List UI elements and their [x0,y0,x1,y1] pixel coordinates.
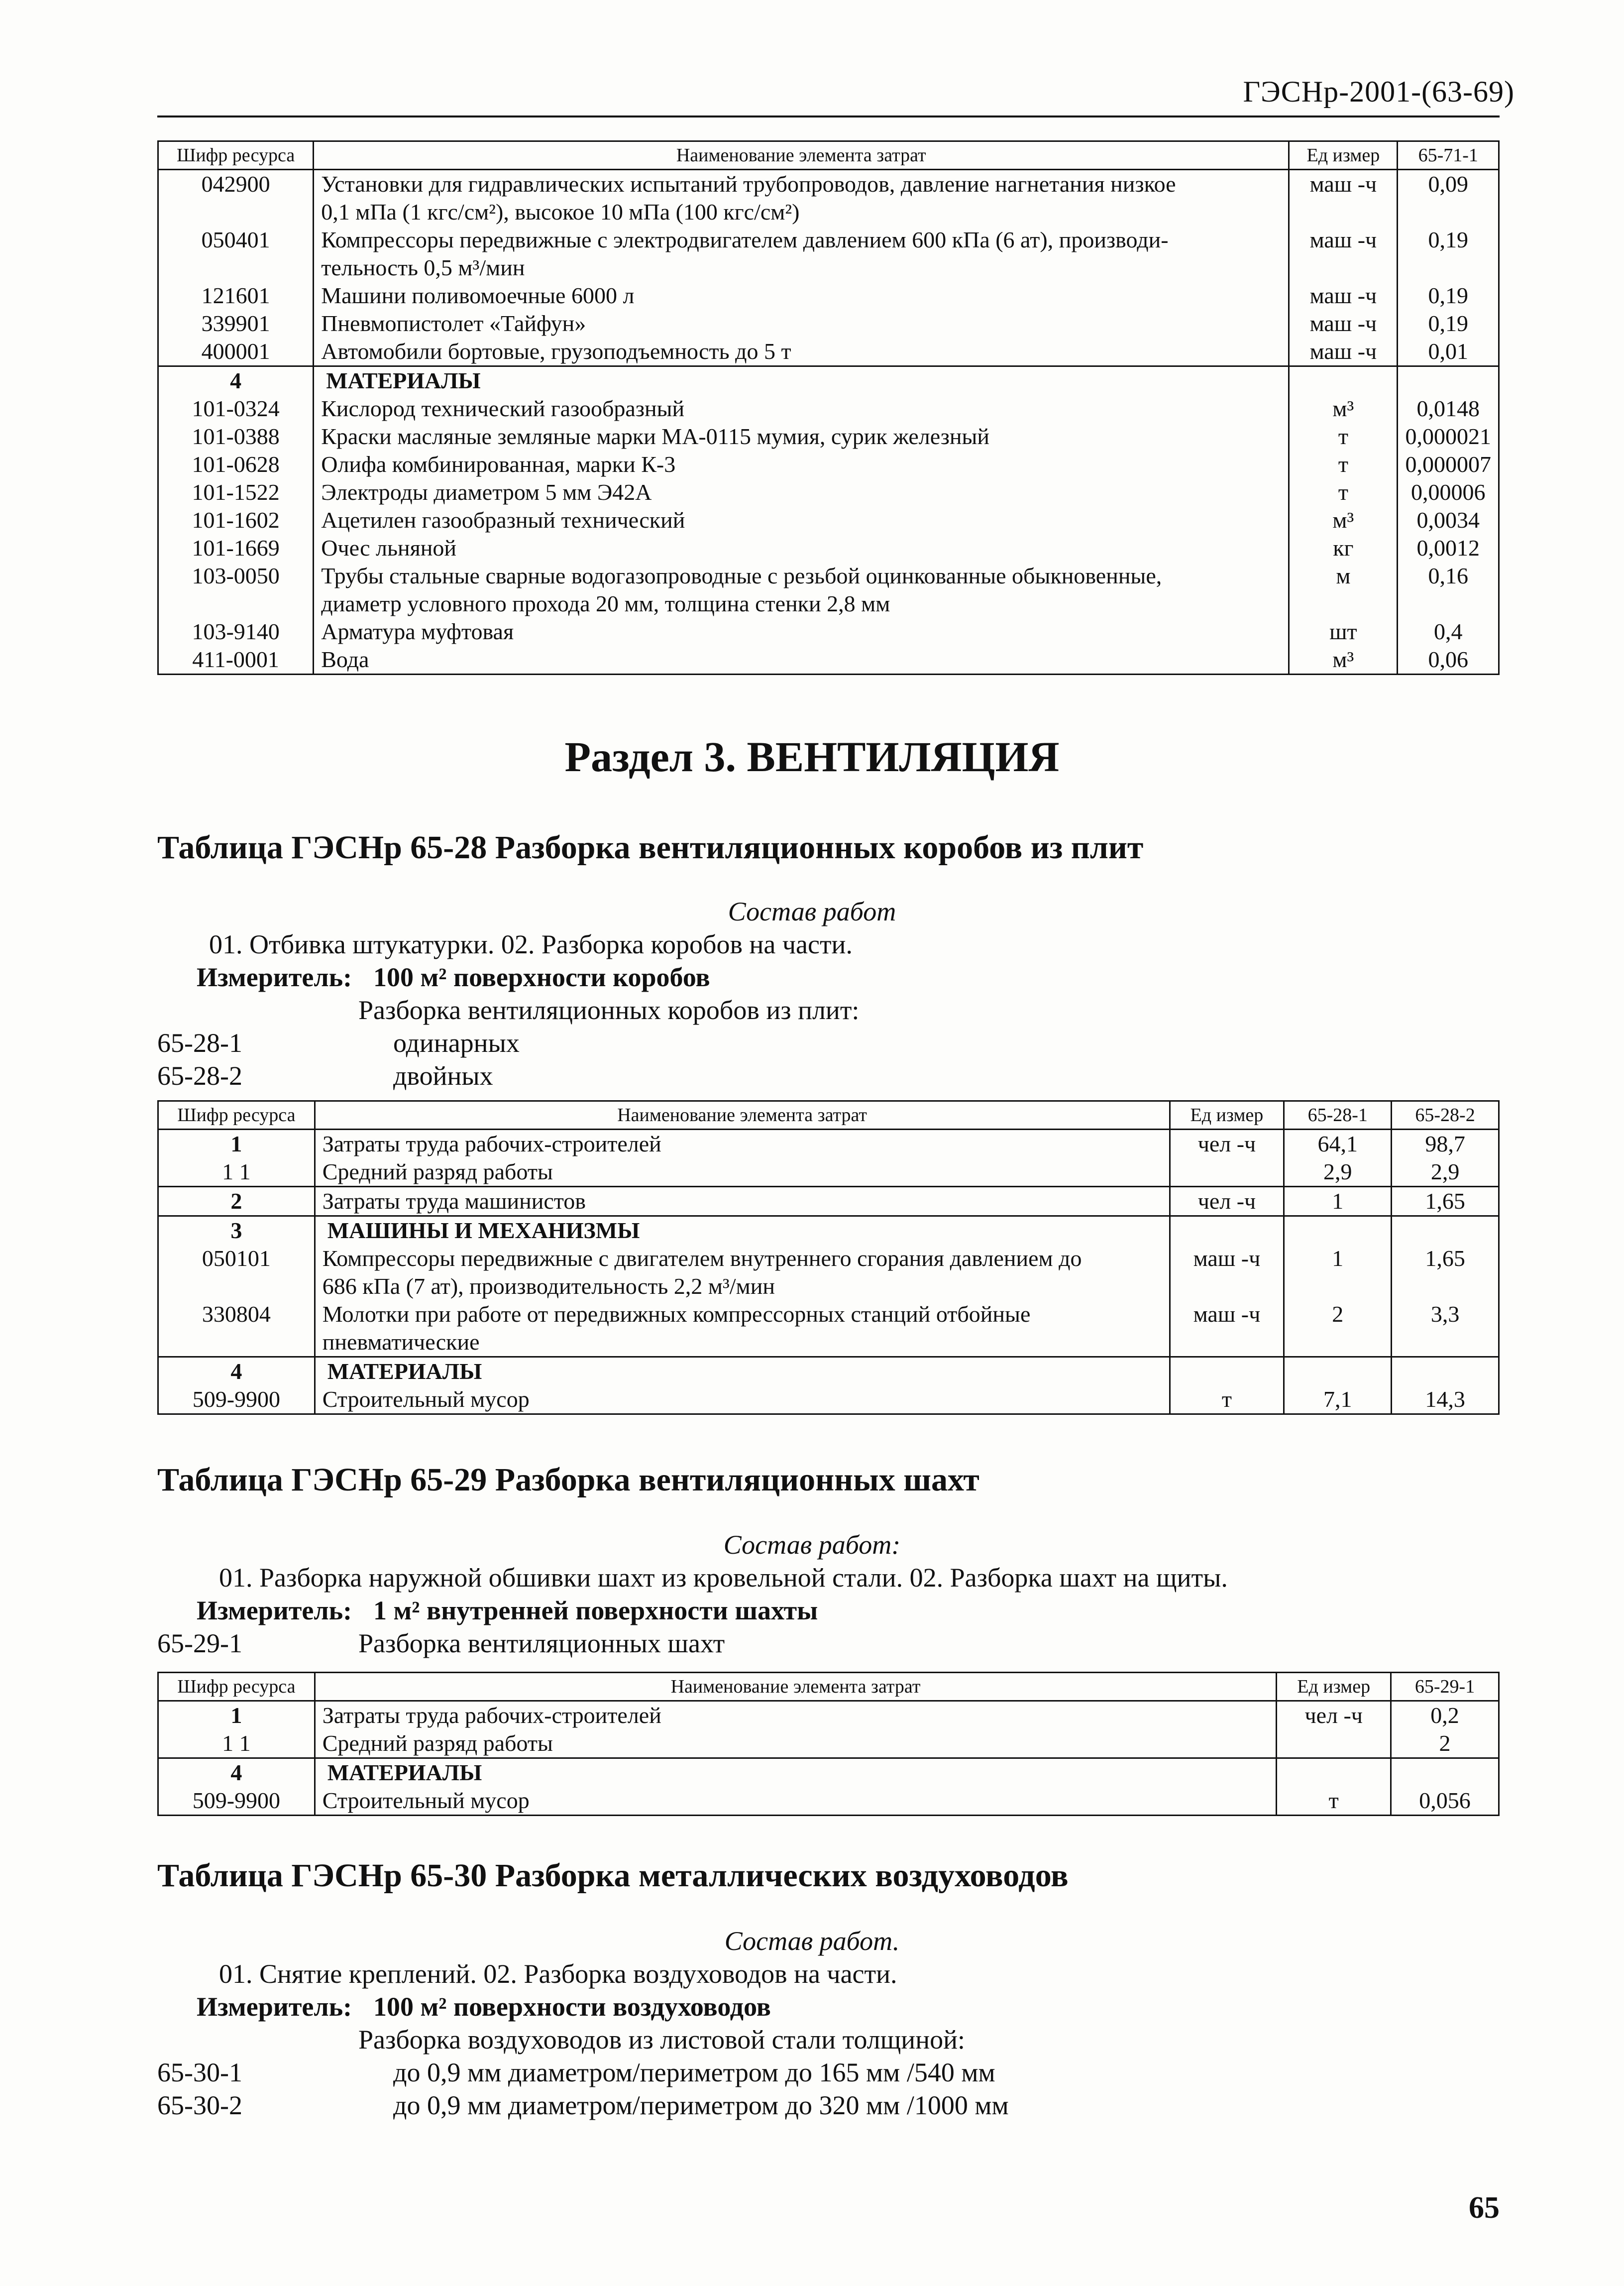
resource-table-65-28 [157,1100,1500,1415]
resource-value: 1,65 [1392,1245,1499,1300]
table-title-65-30: Таблица ГЭСНр 65-30 Разборка металлических воздуховодов [157,1857,1069,1894]
resource-unit: маш -ч [1289,310,1398,338]
resource-name: Ацетилен газообразный технический [314,506,1289,534]
column-header-norm: 65-71-1 [1398,141,1499,170]
resource-value: 3,3 [1392,1300,1499,1357]
resource-code: 2 [158,1187,315,1216]
resource-unit: кг [1289,534,1398,562]
table-row [158,423,1499,451]
empty-cell [1391,1758,1499,1787]
table-row [158,1787,1499,1816]
resource-code: 121601 [158,282,314,310]
resource-code: 050101 [158,1245,315,1300]
resource-value: 7,1 [1284,1385,1392,1414]
resource-value: 0,0148 [1398,395,1499,423]
resource-table-65-71 [157,140,1500,675]
resource-name-line: Компрессоры передвижные с электродвигателем давлением 600 кПа (6 ат), производи- [321,227,1169,252]
work-composition-text: 01. Отбивка штукатурки. 02. Разборка коробов на части. [209,929,853,959]
section-title: Раздел 3. ВЕНТИЛЯЦИЯ [564,733,1060,781]
resource-name-line: Трубы стальные сварные водогазопроводные с резьбой оцинкованные обыкновенные, [321,563,1162,588]
work-composition-caption: Состав работ [728,897,896,926]
variants-intro: Разборка вентиляционных коробов из плит: [358,995,860,1025]
resource-name: Вода [314,646,1289,675]
resource-unit: т [1170,1385,1284,1414]
group-title: МАТЕРИАЛЫ [315,1758,1277,1787]
resource-value: 0,19 [1398,310,1499,338]
resource-code: 330804 [158,1300,315,1357]
resource-value: 0,000007 [1398,451,1499,478]
empty-cell [1277,1758,1391,1787]
resource-value: 14,3 [1392,1385,1499,1414]
resource-unit: маш -ч [1289,170,1398,227]
resource-code: 1 1 [158,1158,315,1187]
variant-text: Разборка вентиляционных шахт [358,1628,725,1658]
resource-unit: маш -ч [1170,1300,1284,1357]
resource-unit: чел -ч [1170,1130,1284,1158]
resource-value: 1,65 [1392,1187,1499,1216]
group-number: 4 [158,1758,315,1787]
empty-cell [1170,1357,1284,1386]
table-header-row [158,141,1499,170]
group-title: МАТЕРИАЛЫ [315,1357,1170,1386]
resource-name-line: Молотки при работе от передвижных компрессорных станций отбойные [322,1301,1031,1327]
header-rule [157,115,1500,117]
resource-unit: маш -ч [1289,226,1398,282]
group-title: МАТЕРИАЛЫ [314,366,1289,395]
resource-code: 042900 [158,170,314,227]
column-header-name: Наименование элемента затрат [314,141,1289,170]
table-row [158,1245,1499,1300]
table-row [158,451,1499,478]
resource-value: 1 [1284,1187,1392,1216]
resource-value: 0,4 [1398,618,1499,646]
resource-code: 400001 [158,338,314,366]
table-row [158,1729,1499,1758]
resource-code: 101-0388 [158,423,314,451]
table-row [158,1701,1499,1730]
resource-name: Арматура муфтовая [314,618,1289,646]
table-header-row [158,1101,1499,1130]
resource-value: 0,2 [1391,1701,1499,1730]
resource-name: Средний разряд работы [315,1729,1277,1758]
table-title-65-29: Таблица ГЭСНр 65-29 Разборка вентиляционных шахт [157,1462,979,1498]
work-composition-text: 01. Разборка наружной обшивки шахт из кровельной стали. 02. Разборка шахт на щиты. [219,1563,1228,1593]
resource-unit [1170,1158,1284,1187]
variant-code: 65-28-2 [157,1061,242,1091]
table-row [158,1158,1499,1187]
resource-value: 0,06 [1398,646,1499,675]
column-header-name: Наименование элемента затрат [315,1673,1277,1701]
resource-value: 0,056 [1391,1787,1499,1816]
variant-text: до 0,9 мм диаметром/периметром до 320 мм /1000 мм [393,2090,1009,2120]
variant-code: 65-29-1 [157,1628,242,1658]
table-row [158,170,1499,227]
resource-name [315,1300,1170,1357]
resource-name: Затраты труда рабочих-строителей [315,1701,1277,1730]
resource-name-line: 686 кПа (7 ат), производительность 2,2 м³/мин [322,1273,775,1299]
resource-unit: маш -ч [1289,282,1398,310]
group-title: МАШИНЫ И МЕХАНИЗМЫ [315,1216,1170,1245]
group-row-materials [158,1758,1499,1787]
resource-code: 103-9140 [158,618,314,646]
resource-value: 0,000021 [1398,423,1499,451]
resource-code: 103-0050 [158,562,314,618]
column-header-norm: 65-28-1 [1284,1101,1392,1130]
resource-unit: т [1289,478,1398,506]
variant-code: 65-30-1 [157,2057,242,2087]
resource-value: 0,0034 [1398,506,1499,534]
variant-code: 65-28-1 [157,1028,242,1058]
resource-unit: т [1277,1787,1391,1816]
empty-cell [1398,366,1499,395]
table-row [158,338,1499,366]
group-number: 4 [158,366,314,395]
table-row [158,478,1499,506]
resource-name: Очес льняной [314,534,1289,562]
resource-name-line: 0,1 мПа (1 кгс/см²), высокое 10 мПа (100 кгс/см²) [321,199,800,225]
variant-text: двойных [393,1061,493,1091]
table-row [158,506,1499,534]
variant-code: 65-30-2 [157,2090,242,2120]
resource-unit: маш -ч [1170,1245,1284,1300]
resource-code: 1 1 [158,1729,315,1758]
resource-unit: т [1289,451,1398,478]
resource-unit: чел -ч [1170,1187,1284,1216]
empty-cell [1170,1216,1284,1245]
resource-name-line: пневматические [322,1329,480,1355]
resource-name: Средний разряд работы [315,1158,1170,1187]
resource-value: 0,09 [1398,170,1499,227]
resource-value: 64,1 [1284,1130,1392,1158]
variants-intro: Разборка воздуховодов из листовой стали толщиной: [358,2025,966,2055]
resource-name: Электроды диаметром 5 мм Э42А [314,478,1289,506]
column-header-code: Шифр ресурса [158,1673,315,1701]
resource-value: 2 [1284,1300,1392,1357]
resource-code: 101-1522 [158,478,314,506]
resource-value: 0,0012 [1398,534,1499,562]
resource-unit: чел -ч [1277,1701,1391,1730]
table-row [158,282,1499,310]
resource-name: Пневмопистолет «Тайфун» [314,310,1289,338]
empty-cell [1392,1216,1499,1245]
resource-name: Олифа комбинированная, марки К-3 [314,451,1289,478]
resource-value: 1 [1284,1245,1392,1300]
resource-unit: т [1289,423,1398,451]
group-number: 4 [158,1357,315,1386]
resource-name [314,226,1289,282]
empty-cell [1284,1357,1392,1386]
resource-name: Затраты труда машинистов [315,1187,1170,1216]
resource-name [314,170,1289,227]
resource-name: Затраты труда рабочих-строителей [315,1130,1170,1158]
resource-name [314,562,1289,618]
resource-unit: м³ [1289,646,1398,675]
column-header-unit: Ед измер [1277,1673,1391,1701]
resource-name-line: диаметр условного прохода 20 мм, толщина стенки 2,8 мм [321,591,890,616]
resource-unit: м³ [1289,395,1398,423]
document-code: ГЭСНр-2001-(63-69) [1243,75,1515,108]
table-row [158,310,1499,338]
column-header-norm: 65-28-2 [1392,1101,1499,1130]
resource-name: Краски масляные земляные марки МА-0115 мумия, сурик железный [314,423,1289,451]
resource-name: Машини поливомоечные 6000 л [314,282,1289,310]
resource-unit: м³ [1289,506,1398,534]
measurer-label: Измеритель: [197,1992,352,2022]
group-number: 3 [158,1216,315,1245]
resource-value: 0,16 [1398,562,1499,618]
table-row [158,646,1499,675]
table-header-row [158,1673,1499,1701]
measurer-label: Измеритель: [197,1596,352,1625]
table-title-65-28: Таблица ГЭСНр 65-28 Разборка вентиляционных коробов из плит [157,829,1144,866]
resource-value: 98,7 [1392,1130,1499,1158]
resource-unit: шт [1289,618,1398,646]
resource-code: 411-0001 [158,646,314,675]
resource-code: 101-1669 [158,534,314,562]
variant-text: до 0,9 мм диаметром/периметром до 165 мм /540 мм [393,2057,995,2087]
resource-value: 2,9 [1392,1158,1499,1187]
variant-text: одинарных [393,1028,520,1058]
work-composition-caption: Состав работ: [723,1530,901,1560]
resource-code: 339901 [158,310,314,338]
column-header-unit: Ед измер [1170,1101,1284,1130]
table-row [158,534,1499,562]
resource-name-line: Компрессоры передвижные с двигателем внутреннего сгорания давлением до [322,1246,1082,1271]
resource-value: 2,9 [1284,1158,1392,1187]
work-composition-text: 01. Снятие креплений. 02. Разборка воздуховодов на части. [219,1959,897,1989]
work-composition-caption: Состав работ. [724,1926,900,1956]
table-row [158,1130,1499,1158]
resource-value: 0,19 [1398,282,1499,310]
resource-code: 101-0628 [158,451,314,478]
page-number: 65 [1469,2191,1500,2225]
column-header-norm: 65-29-1 [1391,1673,1499,1701]
resource-name: Строительный мусор [315,1787,1277,1816]
resource-code: 1 [158,1130,315,1158]
table-row [158,1300,1499,1357]
resource-unit: м [1289,562,1398,618]
measurer-value: 100 м² поверхности коробов [373,962,710,992]
column-header-name: Наименование элемента затрат [315,1101,1170,1130]
group-row-machines [158,1216,1499,1245]
resource-code: 050401 [158,226,314,282]
resource-value: 2 [1391,1729,1499,1758]
resource-name-line: тельность 0,5 м³/мин [321,255,525,280]
resource-value: 0,01 [1398,338,1499,366]
group-row-materials [158,1357,1499,1386]
table-row [158,1187,1499,1216]
resource-value: 0,00006 [1398,478,1499,506]
resource-table-65-29 [157,1672,1500,1816]
resource-name-line: Установки для гидравлических испытаний трубопроводов, давление нагнетания низкое [321,171,1176,197]
resource-value: 0,19 [1398,226,1499,282]
resource-name: Автомобили бортовые, грузоподъемность до 5 т [314,338,1289,366]
table-row [158,562,1499,618]
resource-unit [1277,1729,1391,1758]
resource-unit: маш -ч [1289,338,1398,366]
table-row [158,395,1499,423]
measurer-label: Измеритель: [197,962,352,992]
measurer-value: 100 м² поверхности воздуховодов [373,1992,771,2022]
empty-cell [1289,366,1398,395]
resource-code: 1 [158,1701,315,1730]
table-row [158,618,1499,646]
measurer-value: 1 м² внутренней поверхности шахты [373,1596,818,1625]
resource-name: Строительный мусор [315,1385,1170,1414]
column-header-code: Шифр ресурса [158,1101,315,1130]
resource-code: 101-1602 [158,506,314,534]
table-row [158,1385,1499,1414]
resource-code: 101-0324 [158,395,314,423]
resource-name: Кислород технический газообразный [314,395,1289,423]
table-row [158,226,1499,282]
column-header-unit: Ед измер [1289,141,1398,170]
column-header-code: Шифр ресурса [158,141,314,170]
resource-code: 509-9900 [158,1787,315,1816]
empty-cell [1284,1216,1392,1245]
resource-name [315,1245,1170,1300]
group-row-materials [158,366,1499,395]
resource-code: 509-9900 [158,1385,315,1414]
empty-cell [1392,1357,1499,1386]
